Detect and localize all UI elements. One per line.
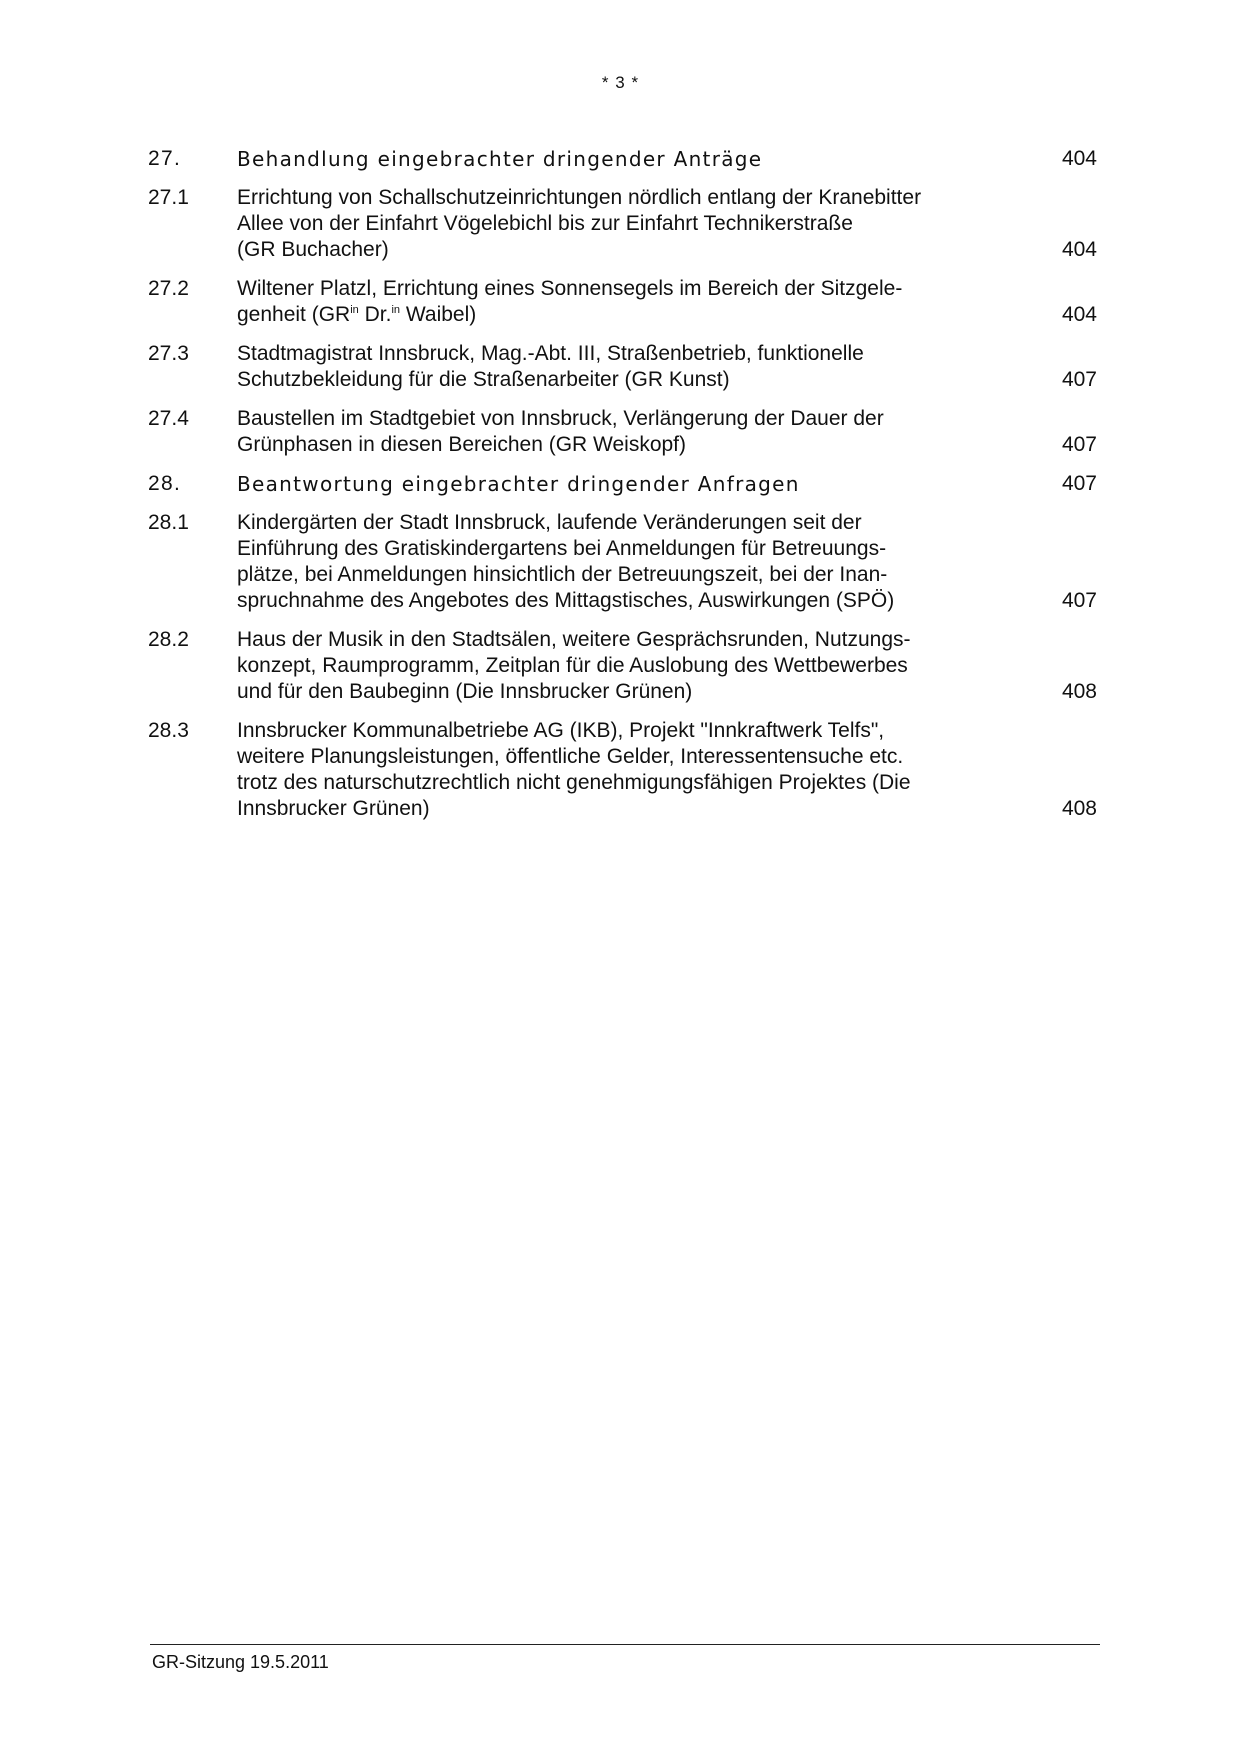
toc-entry-28-2 [148,627,1097,705]
toc-entry-number: 27.4 [148,407,189,430]
footer-session-label: GR-Sitzung 19.5.2011 [152,1652,329,1672]
toc-entry-title: Innsbrucker Kommunalbetriebe AG (IKB), Projekt "Innkraftwerk Telfs", weitere Planungsleistungen, öffentliche Gelder, Interessentensuche etc. trotz des naturschutzrechtlich nicht genehmigungsfähigen Projektes (Die Innsbrucker Grünen) [237,719,911,820]
toc-entry-title: Stadtmagistrat Innsbruck, Mag.-Abt. III, Straßenbetrieb, funktionelle Schutzbekleidung für die Straßenarbeiter (GR Kunst) [237,342,864,391]
table-of-contents [148,146,1097,835]
toc-entry-28 [148,471,1097,497]
toc-entry-title-text: Dr. [358,303,392,326]
page-marker: * 3 * [601,73,640,92]
toc-entry-number: 28.1 [148,511,189,534]
toc-entry-page: 408 [1061,797,1097,820]
toc-entry-27-1 [148,185,1097,263]
toc-entry-title-text: Wiltener Platzl, Errichtung eines Sonnensegels im Bereich der Sitzgele- genheit (GR [237,277,903,326]
toc-entry-27-3 [148,341,1097,393]
toc-entry-title: Baustellen im Stadtgebiet von Innsbruck, Verlängerung der Dauer der Grünphasen in diesen Bereichen (GR Weiskopf) [237,407,884,456]
toc-entry-28-3 [148,718,1097,822]
toc-entry-number: 27.2 [148,277,189,300]
toc-entry-28-1 [148,510,1097,614]
toc-entry-title: Behandlung eingebrachter dringender Anträge [237,147,763,171]
toc-entry-page: 407 [1061,368,1097,391]
toc-entry-number: 27.3 [148,342,189,365]
toc-entry-title [237,276,987,328]
toc-entry-number: 28. [148,472,182,495]
toc-entry-page: 404 [1061,303,1097,326]
toc-entry-page: 407 [1061,433,1097,456]
toc-entry-page: 407 [1061,472,1097,495]
toc-entry-number: 27. [148,147,182,170]
toc-entry-title: Haus der Musik in den Stadtsälen, weitere Gesprächsrunden, Nutzungs- konzept, Raumprogramm, Zeitplan für die Auslobung des Wettbewerbes und für den Baubeginn (Die Innsbrucker Grünen) [237,628,911,703]
toc-entry-title: Errichtung von Schallschutzeinrichtungen nördlich entlang der Kranebitter Allee von der Einfahrt Vögelebichl bis zur Einfahrt Technikerstraße (GR Buchacher) [237,186,922,261]
superscript: in [391,304,401,316]
superscript: in [350,304,359,316]
toc-entry-27 [148,146,1097,172]
toc-entry-number: 27.1 [148,186,189,209]
toc-entry-title-text: Waibel) [400,303,477,326]
toc-entry-title: Beantwortung eingebrachter dringender Anfragen [237,472,800,496]
toc-entry-page: 404 [1061,147,1097,170]
toc-entry-number: 28.3 [148,719,189,742]
toc-entry-number: 28.2 [148,628,189,651]
footer-divider [150,1644,1100,1645]
toc-entry-page: 404 [1061,238,1097,261]
toc-entry-page: 408 [1061,680,1097,703]
toc-entry-27-2 [148,276,1097,328]
toc-entry-27-4 [148,406,1097,458]
toc-entry-title: Kindergärten der Stadt Innsbruck, laufende Veränderungen seit der Einführung des Gratiskindergartens bei Anmeldungen für Betreuungs- plätze, bei Anmeldungen hinsichtlich der Betreuungszeit, bei der Inan- spruchnahme des Angebotes des Mittagstisches, Auswirkungen (SPÖ) [237,511,895,612]
toc-entry-page: 407 [1061,589,1097,612]
